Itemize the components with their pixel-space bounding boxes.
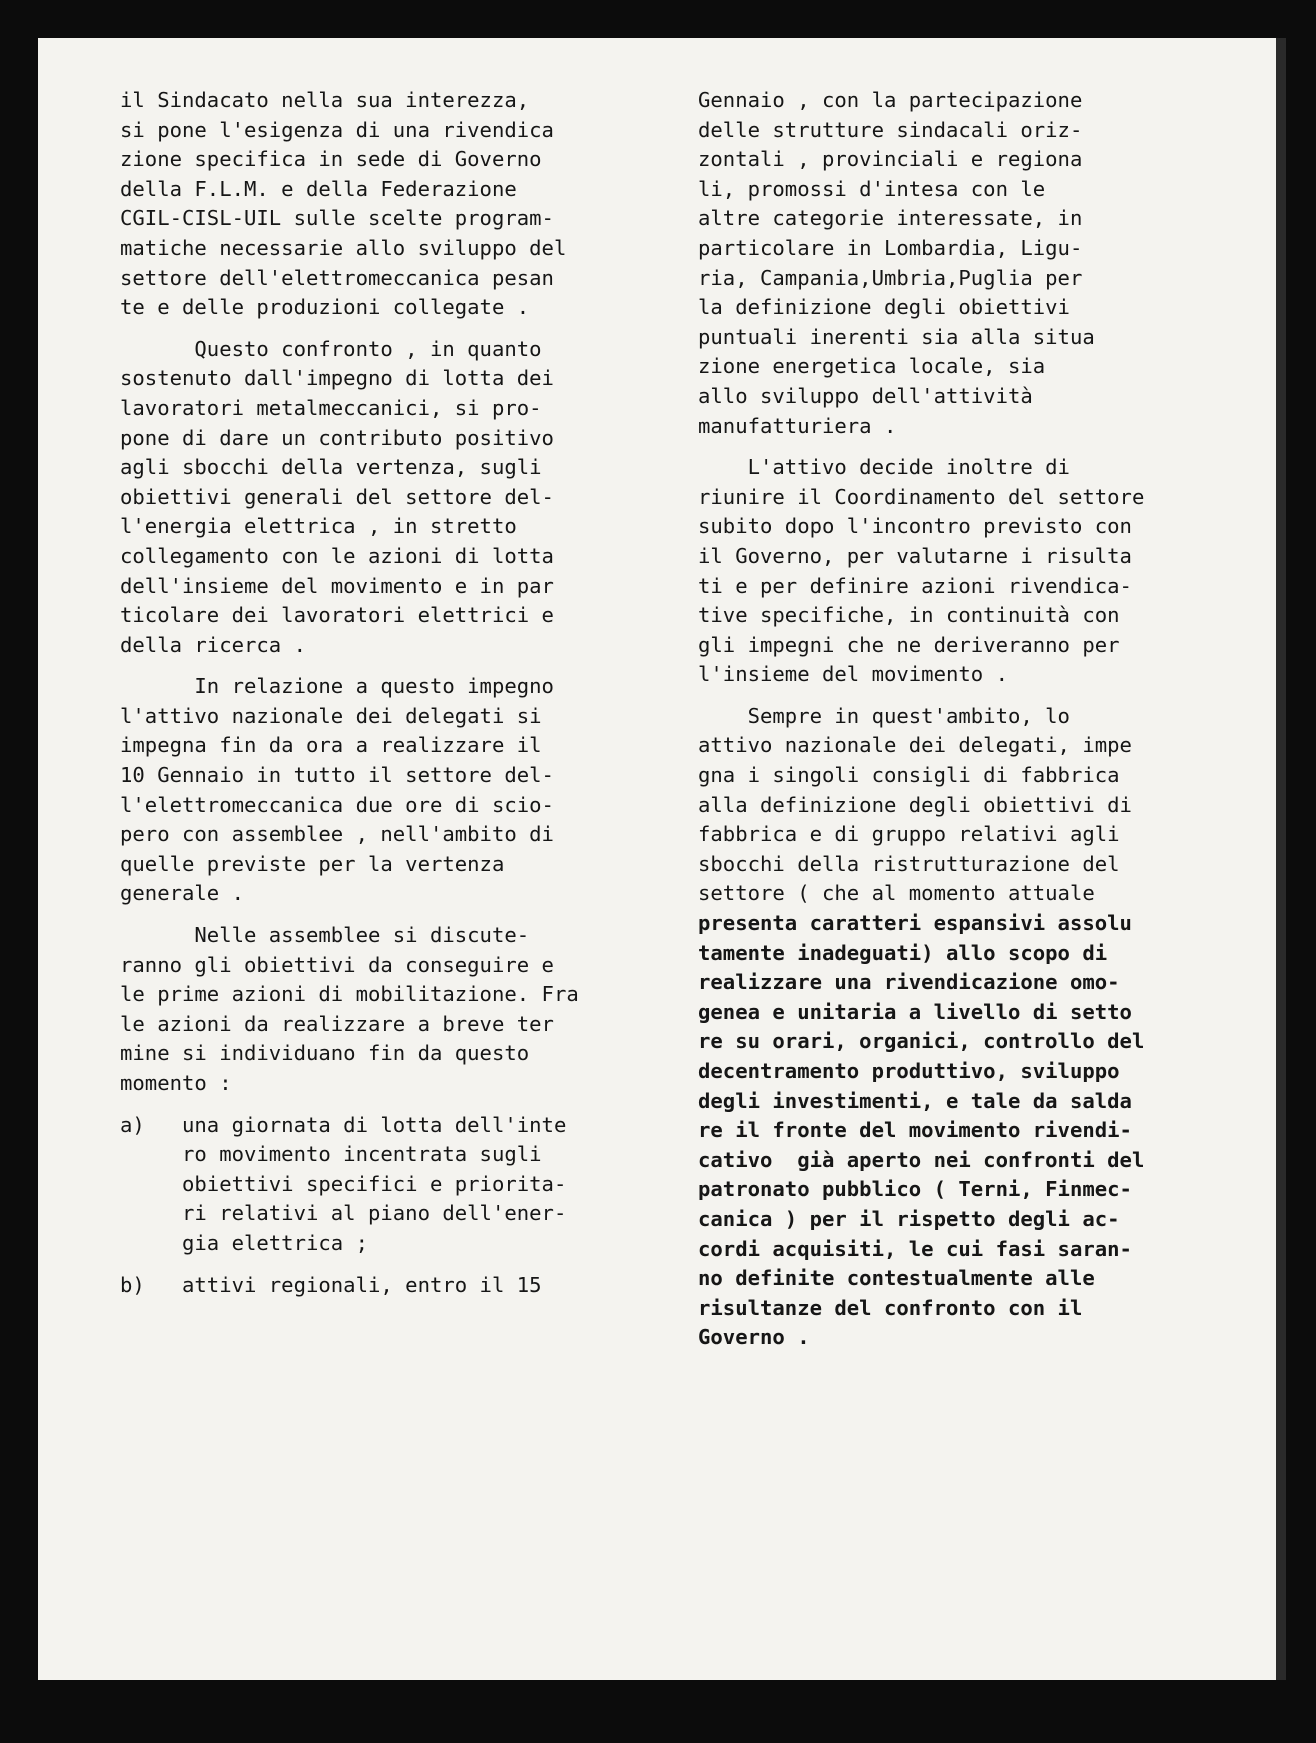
text-line: canica ) per il rispetto degli ac- <box>698 1206 1120 1231</box>
paragraph <box>120 921 680 1099</box>
text-line: genea e unitaria a livello di setto <box>698 999 1132 1024</box>
text-line: subito dopo l'incontro previsto con <box>698 514 1132 539</box>
paragraph <box>698 453 1276 690</box>
text-line: tive specifiche, in continuità con <box>698 603 1120 628</box>
text-line: realizzare una rivendicazione omo- <box>698 970 1120 995</box>
text-line: impegna fin da ora a realizzare il <box>120 733 542 758</box>
text-line: quelle previste per la vertenza <box>120 851 505 876</box>
text-line: dell'insieme del movimento e in par <box>120 573 554 598</box>
text-line: risultanze del confronto con il <box>698 1295 1083 1320</box>
paragraph <box>120 1271 680 1301</box>
text-line: particolare in Lombardia, Ligu- <box>698 235 1083 260</box>
text-line: fabbrica e di gruppo relativi agli <box>698 822 1120 847</box>
text-line: gli impegni che ne deriveranno per <box>698 632 1120 657</box>
text-line: attivo nazionale dei delegati, impe <box>698 733 1132 758</box>
text-line: della F.L.M. e della Federazione <box>120 176 517 201</box>
paragraph <box>120 335 680 661</box>
text-line: a) una giornata di lotta dell'inte <box>120 1112 567 1137</box>
text-line: ria, Campania,Umbria,Puglia per <box>698 265 1083 290</box>
text-line: le prime azioni di mobilitazione. Fra <box>120 982 579 1007</box>
text-line: altre categorie interessate, in <box>698 206 1083 231</box>
document-page <box>38 38 1276 1680</box>
text-line: obiettivi generali del settore del- <box>120 484 554 509</box>
text-line: cordi acquisiti, le cui fasi saran- <box>698 1236 1132 1261</box>
text-line: degli investimenti, e tale da salda <box>698 1088 1132 1113</box>
text-line: gna i singoli consigli di fabbrica <box>698 763 1120 788</box>
right-column <box>698 86 1276 1365</box>
text-line: della ricerca . <box>120 632 306 657</box>
text-line: riunire il Coordinamento del settore <box>698 484 1145 509</box>
text-line: cativo già aperto nei confronti del <box>698 1147 1145 1172</box>
text-line: si pone l'esigenza di una rivendica <box>120 117 554 142</box>
text-line: agli sbocchi della vertenza, sugli <box>120 455 542 480</box>
paragraph <box>120 1111 680 1259</box>
text-line: te e delle produzioni collegate . <box>120 295 530 320</box>
text-line: L'attivo decide inoltre di <box>698 455 1070 480</box>
text-line: tamente inadeguati) allo scopo di <box>698 940 1108 965</box>
text-line: presenta caratteri espansivi assolu <box>698 911 1132 936</box>
text-line: manufatturiera . <box>698 413 897 438</box>
text-line: li, promossi d'intesa con le <box>698 176 1046 201</box>
text-line: decentramento produttivo, sviluppo <box>698 1059 1120 1083</box>
text-line: Nelle assemblee si discute- <box>120 923 530 948</box>
text-line: il Sindacato nella sua interezza, <box>120 88 530 112</box>
text-line: Gennaio , con la partecipazione <box>698 88 1083 112</box>
text-line: allo sviluppo dell'attività <box>698 383 1033 408</box>
text-line: In relazione a questo impegno <box>120 674 554 699</box>
text-line: ticolare dei lavoratori elettrici e <box>120 603 554 628</box>
text-line: l'attivo nazionale dei delegati si <box>120 703 542 728</box>
text-line: b) attivi regionali, entro il 15 <box>120 1272 542 1297</box>
text-line: l'energia elettrica , in stretto <box>120 514 517 539</box>
text-line: l'elettromeccanica due ore di scio- <box>120 792 554 817</box>
text-line: alla definizione degli obiettivi di <box>698 792 1132 817</box>
text-line: obiettivi specifici e priorita- <box>120 1171 567 1196</box>
text-line: delle strutture sindacali oriz- <box>698 117 1083 142</box>
text-line: CGIL-CISL-UIL sulle scelte program- <box>120 206 554 231</box>
text-line: mine si individuano fin da questo <box>120 1041 530 1066</box>
text-line: pone di dare un contributo positivo <box>120 425 554 450</box>
text-line: ranno gli obiettivi da conseguire e <box>120 952 554 977</box>
text-line: re il fronte del movimento rivendi- <box>698 1118 1132 1143</box>
text-line: patronato pubblico ( Terni, Finmec- <box>698 1177 1132 1202</box>
text-line: Sempre in quest'ambito, lo <box>698 703 1070 728</box>
text-line: le azioni da realizzare a breve ter <box>120 1011 554 1036</box>
paragraph <box>120 86 680 323</box>
text-line: no definite contestualmente alle <box>698 1266 1095 1291</box>
text-line: zione specifica in sede di Governo <box>120 147 542 172</box>
paragraph <box>120 672 680 909</box>
text-line: la definizione degli obiettivi <box>698 295 1070 320</box>
text-line: ri relativi al piano dell'ener- <box>120 1201 567 1226</box>
text-line: matiche necessarie allo sviluppo del <box>120 235 567 260</box>
text-line: sostenuto dall'impegno di lotta dei <box>120 366 554 391</box>
text-line: ti e per definire azioni rivendica- <box>698 573 1132 598</box>
text-line: zontali , provinciali e regiona <box>698 147 1083 172</box>
text-line: Governo . <box>698 1325 810 1350</box>
text-line: generale . <box>120 881 244 906</box>
text-line: settore ( che al momento attuale <box>698 881 1095 906</box>
text-line: il Governo, per valutarne i risulta <box>698 543 1132 568</box>
text-line: momento : <box>120 1071 232 1095</box>
paragraph <box>698 702 1276 1353</box>
text-line: l'insieme del movimento . <box>698 662 1008 687</box>
page-edge <box>1276 38 1286 1680</box>
text-line: re su orari, organici, controllo del <box>698 1029 1145 1054</box>
text-line: sbocchi della ristrutturazione del <box>698 851 1120 876</box>
text-line: 10 Gennaio in tutto il settore del- <box>120 763 554 788</box>
paragraph <box>698 86 1276 441</box>
text-line: pero con assemblee , nell'ambito di <box>120 822 554 847</box>
text-line: zione energetica locale, sia <box>698 354 1046 379</box>
text-line: puntuali inerenti sia alla situa <box>698 324 1095 349</box>
text-line: collegamento con le azioni di lotta <box>120 543 554 568</box>
text-line: lavoratori metalmeccanici, si pro- <box>120 395 542 420</box>
text-line: settore dell'elettromeccanica pesan <box>120 265 554 290</box>
text-line: ro movimento incentrata sugli <box>120 1142 542 1167</box>
left-column <box>120 86 680 1312</box>
text-line: Questo confronto , in quanto <box>120 336 542 361</box>
text-line: gia elettrica ; <box>120 1230 368 1255</box>
